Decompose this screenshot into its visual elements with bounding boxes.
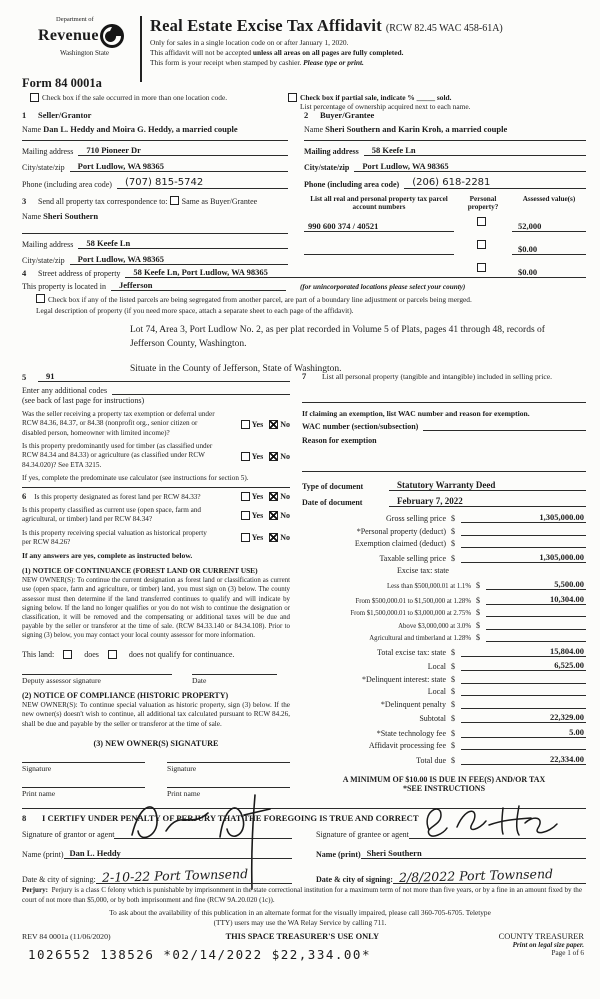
doc-type-value[interactable]: Statutory Warranty Deed [389,480,586,491]
local-tax-label: Local [427,662,446,672]
divider [302,402,586,403]
divider [22,233,288,234]
section4-number: 4 [22,268,27,278]
wac-number-label: WAC number (section/subsection) [302,422,419,432]
new-owner-signature-title: (3) NEW OWNER(S) SIGNATURE [93,739,219,749]
grantee-signature-label: Signature of grantee or agent [316,830,409,839]
located-in-label: This property is located in [22,282,106,291]
delinquent-interest-value[interactable] [461,683,586,684]
owner-print-name-line-1[interactable]: Print name [22,787,145,798]
grantor-certify-block [22,827,292,884]
seller-phone-label: Phone (including area code) [22,180,112,189]
subtotal-value[interactable]: 22,329.00 [461,712,586,723]
grantor-signature-line[interactable] [114,827,292,839]
tech-fee-label: *State technology fee [376,728,446,738]
affidavit-page: Department of Revenue Washington State Real Estate Excise Tax Affidavit (RCW 82.45 WAC 458-61A) Only for sales in a single location code on or after January 1, 2020. This affidavit will not be accepted unless all areas on all pages are fully completed. This form is your receipt when stamped by cashier. Please type or print. Form 84 0001a Check box if the sale occurred in more than one location code. Check box if partial sale, indicate % _____ sold. List percentage of ownership acquired next to each name. 1 Seller/Grantor Name Dan L. Heddy and Moira G. Heddy, a married couple Mailing address 710 Pioneer Dr City/state/zip Port Ludlow, WA 98365 Phone (including area code) (707) 815-5742 3 Send all property tax correspondence to: Same as Buyer/Grantee Name Sheri Southern Mailing address 58 Keefe Ln City/state/zip Port Ludlow, WA 98365 2 Buyer/Grantee Name Sheri Southern and Karin Kroh, a married couple Mailing address 58 Keefe Ln City/state/zip Port Ludlow, WA 98365 Phone (including area code) (206) 618-2281 List all real and personal property tax parcel account numbers Personal property? Assessed value(s) 990 600 374 / 40521 52,000 $0.00 $0.00 4 Street address of property 58 Keefe Ln, Port Ludlow, WA 98365 This property is located in Jefferson (for unincorporated locations please select your county) Check box if any of the listed parcels are being segregated from another parcel, are part of a boundary line adjustment or parcels being merged. Legal description of property (if you need more space, attach a separate sheet to each page of the affidavit). Lot 74, Area 3, Port Ludlow No. 2, as per plat recorded in Volume 5 of Plats, pages 41 through 48, records of Jefferson County, Washington. Situate in the County of Jefferson, State of Washington. 5 91 Enter any additional codes (see back of last page for instructions) Was the seller receiving a property tax exemption or deferral under RCW 84.36, 84.37, or 84.38 (nonprofit org., senior citizen or disabled person, homeowner with limited income)? Yes No Is this property predominantly used for timber (as classified under RCW 84.34 and 84.33) or agriculture (as classified under RCW 84.34.020)? See ETA 3215. Yes No If yes, complete the predominate use calculator (see instructions for section 5). 6 Is this property designated as forest land per RCW 84.33? Yes No Is this property classified as current use (open space, farm and agricultural, or timber) land per RCW 84.34? Yes No Is this property receiving special valuation as historical property per RCW 84.26? Yes No If any answers are yes, complete as instructed below. (1) NOTICE OF CONTINUANCE (FOREST LAND OR CURRENT USE) NEW OWNER(S): To continue the current designation as forest land or classification as current use (open space, farm and agriculture, or timber) land, you must sign on (3) below. The county assessor must then determine if the land transferred continues to qualify and will indicate by signing below. If the land no longer qualifies or you do not wish to continue the designation or classification, it will be removed and the compensating or additional taxes will be due and payable by the seller or transferor at the time of sale. (RCW 84.33.140 or 84.34.108). Prior to signing (3) below, you may contact your local county assessor for more information. This land: does does not qualify for continuance. Deputy assessor signature Date (2) NOTICE OF COMPLIANCE (HISTORIC PROPERTY) NEW OWNER(S): To continue special valuation as historic property, sign (3) below. If the new owner(s) doesn't wish to continue, all additional tax calculated pursuant to RCW 84.26, shall be due and payable by the seller or transferor at the time of sale. (3) NEW OWNER(S) SIGNATURE Signature Signature Print name Print name 7 List all personal property (tangible and intangible) included in selling price. If claiming an exemption, list WAC number and reason for exemption. WAC number (section/subsection) Reason for exemption Type of document Statutory Warranty Deed Date of document February 7, 2022 Gross selling price $ 1,305,000.00 *Personal property (deduct) $ Exemption claimed (deduct) $ Taxable selling price $ 1,305,000.00 Excise tax: state Less than $500,000.01 at 1.1% $ 5,500.00 From $500,000.01 to $1,500,000 at 1.28% $ 10,304.00 From $1,500,000.01 to $3,000,000 at 2.75% $ Above $3,000,000 at 3.0% $ Agricultural and timberland at 1.28% $ Total excise tax: state $ 15,804.00 Local $ 6,525.00 *Delinquent interest: state $ Local $ *Delinquent penalty $ Subtotal $ 22,329.00 *State technology fee $ 5.00 Affidavit processing fee $ Total due $ 22,334.00 A MINIMUM OF $10.00 IS DUE IN FEE(S) AND/OR TAX *SEE INSTRUCTIONS 8 I CERTIFY UNDER PENALTY OF PERJURY THAT THE FOREGOING IS TRUE AND CORRECT Signature of grantor or agent Name (print) Dan L. Heddy Date & city of signing: 2-10-22 Port Townsend Signature of grantee or agent Name (print) Sheri Southern Date & city of signing: 2/8/2022 Port Townsend Perjury: Perjury is a class C felony which is punishable by imprisonment in the state correctional institution for a maximum term of not more than five years, or by a fine in an amount fixed by the court of not more than $5,000, or by both imprisonment and fine (RCW 9A.20.020 (1c)). To ask about the availability of this publication in an alternate format for the visually impaired, please call 360-705-6705. Teletype (TTY) users may use the WA Relay Service by calling 711. REV 84 0001a (11/06/2020) THIS SPACE TREASURER'S USE ONLY COUNTY TREASURER Print on legal size paper. Page 1 of 6 1026552 138526 *02/14/2022 $22,334.00* [0,0,600,999]
does-label: does [84,650,99,660]
grantor-name-label: Name (print) [22,850,64,859]
current-use-no-checkbox[interactable] [269,511,278,520]
personal-deduct-label: *Personal property (deduct) [356,526,446,536]
print-legal-note: Print on legal size paper. [512,941,584,949]
grantee-name-value[interactable]: Sheri Southern [361,848,586,859]
see-instructions-note: *SEE INSTRUCTIONS [402,783,486,793]
buyer-city-value[interactable]: Port Ludlow, WA 98365 [354,161,586,172]
question-historical: Is this property receiving special valuation as historical property per RCW 84.26? [22,528,207,546]
certify-statement: I CERTIFY UNDER PENALTY OF PERJURY THAT THE FOREGOING IS TRUE AND CORRECT [42,813,419,823]
divider [22,487,290,488]
personal-deduct-value[interactable] [461,535,586,536]
additional-codes-field[interactable] [112,394,290,395]
question-forest-land: Is this property designated as forest land per RCW 84.33? [34,492,201,501]
owner-signature-line-1[interactable]: Signature [22,762,145,773]
tier2-value[interactable]: 10,304.00 [486,594,586,605]
gross-price-value[interactable]: 1,305,000.00 [461,512,586,523]
partial-sale-checkbox[interactable] [288,93,297,102]
seller-phone-value[interactable]: (707) 815-5742 [117,177,288,189]
personal-property-intro: List all personal property (tangible and intangible) included in selling price. [322,372,553,381]
located-in-value[interactable]: Jefferson [111,280,286,291]
divider [302,471,586,472]
street-address-label: Street address of property [38,269,121,278]
if-any-yes-note: If any answers are yes, complete as instructed below. [22,551,193,561]
gross-price-label: Gross selling price [386,514,446,524]
current-use-yes-checkbox[interactable] [241,511,250,520]
total-state-value[interactable]: 15,804.00 [461,646,586,657]
reason-exemption-label: Reason for exemption [302,436,377,446]
notice-compliance-body: NEW OWNER(S): To continue special valuation as historic property, sign (3) below. If the new owner(s) doesn't wish to continue, all additional tax calculated pursuant to RCW 84.26, shall be due and payable by the seller or transferor at the time of sale. [22,700,290,728]
delinquent-penalty-value[interactable] [461,708,586,709]
correspondence-mailing-value[interactable]: 58 Keefe Ln [78,238,288,249]
exemption-yes-checkbox[interactable] [241,420,250,429]
grantor-date-city-label: Date & city of signing: [22,875,96,884]
correspondence-city-label: City/state/zip [22,256,65,265]
instruction-line-3: This form is your receipt when stamped by cashier. Please type or print. [150,57,364,67]
taxable-price-label: Taxable selling price [379,553,446,563]
total-state-label: Total excise tax: state [377,647,446,657]
grantee-name-label: Name (print) [316,850,361,859]
exemption-deduct-value[interactable] [461,547,586,548]
forest-yes-checkbox[interactable] [241,492,250,501]
street-address-value[interactable]: 58 Keefe Ln, Port Ludlow, WA 98365 [125,267,359,278]
timber-no-checkbox[interactable] [269,452,278,461]
treasurer-space-label: THIS SPACE TREASURER'S USE ONLY [225,932,380,941]
same-as-buyer-checkbox[interactable] [170,196,179,205]
grantee-signature-line[interactable] [409,827,586,839]
parcel-col-assessed: Assessed value(s) [522,195,576,203]
tier4-label: Above $3,000,000 at 3.0% [398,622,471,630]
total-due-label: Total due [416,755,446,765]
form-title-rcw: (RCW 82.45 WAC 458-61A) [385,23,503,34]
buyer-mailing-value[interactable]: 58 Keefe Ln [364,145,586,156]
notice-continuance-body: NEW OWNER(S): To continue the current designation as forest land or classification as current use (open space, farm and agriculture, or timber) land, you must sign on (3) below. The county assessor must then determine if the land transferred continues to qualify and will indicate by signing below. If the land no longer qualifies or you do not wish to continue the designation or classification, it will be removed and the compensating or additional taxes will be due and payable by the seller or transferor at the time of sale. (RCW 84.33.140 or 84.34.108). Prior to signing (3) below, you may contact your local county assessor for more information. [22,577,290,640]
segregated-checkbox[interactable] [36,294,45,303]
county-treasurer-label: COUNTY TREASURER [498,932,584,941]
exemption-deduct-label: Exemption claimed (deduct) [354,539,446,549]
section7-number: 7 [302,371,307,381]
parcel-number[interactable]: 990 600 374 / 40521 [304,221,454,232]
deputy-assessor-signature-line[interactable]: Deputy assessor signature [22,674,172,685]
divider [22,140,288,141]
forest-no-checkbox[interactable] [269,492,278,501]
parcel-row [304,237,586,255]
partial-sale-label: Check box if partial sale, indicate % _____ sold. [300,93,452,102]
doc-date-label: Date of document [302,498,363,508]
form-title: Real Estate Excise Tax Affidavit [150,16,382,35]
logo-revenue-text: Revenue [38,27,99,44]
accessibility-note: To ask about the availability of this publication in an alternate format for the visually impaired, please call 360-705-6705. Teletype (TTY) users may use the WA Relay Service by calling 711. [109,908,491,928]
parcel-col-personal: Personal property? [467,195,499,211]
seller-mailing-value[interactable]: 710 Pioneer Dr [78,145,288,156]
partial-sale-note: List percentage of ownership acquired next to each name. [300,102,471,111]
tier1-value[interactable]: 5,500.00 [486,579,586,590]
local2-value[interactable] [461,695,586,696]
owner-signature-line-2[interactable]: Signature [167,762,290,773]
question-tax-exemption: Was the seller receiving a property tax exemption or deferral under RCW 84.36, 84.37, or 84.38 (nonprofit org., senior citizen or disabled person, homeowner with limited income)? [22,410,215,437]
parcel-number[interactable] [304,254,454,255]
notice-continuance-title: (1) NOTICE OF CONTINUANCE (FOREST LAND OR CURRENT USE) [22,566,258,576]
this-land-label: This land: [22,650,55,660]
divider [304,140,586,141]
multi-location-checkbox[interactable] [30,93,39,102]
buyer-mailing-label: Mailing address [304,147,359,156]
perjury-label: Perjury: [22,886,48,894]
subtotal-label: Subtotal [419,714,446,724]
form-number: Form 84 0001a [22,76,102,90]
legal-description-label: Legal description of property (if you need more space, attach a separate sheet to each page of the affidavit). [36,306,354,315]
situate-line: Situate in the County of Jefferson, State of Washington. [130,363,342,374]
logo-state-text: Washington State [60,49,110,57]
predominate-use-note: If yes, complete the predominate use calculator (see instructions for section 5). [22,474,249,483]
multi-location-label: Check box if the sale occurred in more than one location code. [42,93,228,102]
buyer-phone-value[interactable]: (206) 618-2281 [404,177,586,189]
buyer-name-value: Sheri Southern and Karin Kroh, a married couple [325,124,508,134]
section1-header: 1 Seller/Grantor [22,110,92,120]
instruction-line-2: This affidavit will not be accepted unless all areas on all pages are fully completed. [150,47,404,57]
treasurer-stamp: 1026552 138526 *02/14/2022 $22,334.00* [28,947,371,962]
parcel-row [304,214,586,232]
agricultural-label: Agricultural and timberland at 1.28% [369,635,471,643]
grantor-name-value[interactable]: Dan L. Heddy [64,848,292,859]
tech-fee-value[interactable]: 5.00 [461,727,586,738]
tier3-value[interactable] [486,616,586,617]
processing-fee-label: Affidavit processing fee [368,741,446,751]
exemption-note: If claiming an exemption, list WAC number and reason for exemption. [302,409,530,419]
does-not-qualify-checkbox[interactable] [108,650,117,659]
historical-yes-checkbox[interactable] [241,533,250,542]
section3-header: 3 Send all property tax correspondence to: Same as Buyer/Grantee [22,196,258,206]
seller-name-value: Dan L. Heddy and Moira G. Heddy, a married couple [43,124,238,134]
grantor-signature-label: Signature of grantor or agent [22,830,115,839]
grantee-date-city-value[interactable]: 2/8/2022 Port Townsend [393,868,586,884]
processing-fee-value[interactable] [461,749,586,750]
logo-dept-text: Department of [56,16,94,23]
segregated-note: Check box if any of the listed parcels are being segregated from another parcel, are part of a boundary line adjustment or parcels being merged. [48,295,472,304]
doc-date-value[interactable]: February 7, 2022 [389,496,586,507]
correspondence-mailing-label: Mailing address [22,240,74,249]
assessed-value[interactable]: $0.00 [512,267,586,278]
correspondence-city-value[interactable]: Port Ludlow, WA 98365 [70,254,288,265]
wac-number-field[interactable] [423,430,586,431]
section8-number: 8 [22,813,27,823]
parcel-col-numbers: List all real and personal property tax parcel account numbers [310,195,448,211]
excise-tax-header: Excise tax: state [397,566,449,576]
location-code-value[interactable]: 91 [38,371,290,382]
doc-type-label: Type of document [302,482,364,492]
dor-logo [38,16,148,57]
legal-description-value: Lot 74, Area 3, Port Ludlow No. 2, as per plat recorded in Volume 5 of Plats, pages 41 through 48, records of Jefferson County, Washington. [130,325,545,349]
section6-number: 6 [22,490,27,501]
does-qualify-checkbox[interactable] [63,650,72,659]
grantor-date-city-value[interactable]: 2-10-22 Port Townsend [96,868,292,884]
seller-city-value[interactable]: Port Ludlow, WA 98365 [70,161,288,172]
question-current-use: Is this property classified as current use (open space, farm and agricultural, or timber) land per RCW 84.34? [22,505,202,524]
tier4-value[interactable] [486,629,586,630]
perjury-paragraph: Perjury: Perjury is a class C felony which is punishable by imprisonment in the state correctional institution for a maximum term of not more than five years, or by a fine in an amount fixed by the court of not more than $5,000, or by both imprisonment and fine (RCW 9A.20.020 (1c)). [22,886,582,904]
personal-property-checkbox[interactable] [477,217,486,226]
correspondence-name-label: Name [22,212,42,221]
historical-no-checkbox[interactable] [269,533,278,542]
same-as-buyer-label: Same as Buyer/Grantee [181,196,258,206]
buyer-phone-label: Phone (including area code) [304,180,400,189]
seller-name-label: Name [22,125,42,134]
grantee-signature [419,800,569,844]
assessed-value[interactable]: 52,000 [512,221,586,232]
notice-compliance-title: (2) NOTICE OF COMPLIANCE (HISTORIC PROPERTY) [22,690,229,700]
delinquent-interest-label: *Delinquent interest: state [362,674,446,684]
delinquent-penalty-label: *Delinquent penalty [380,699,446,709]
question-timber-agriculture: Is this property predominantly used for timber (as classified under RCW 84.34 and 84.33) or agriculture (as classified under RCW 84.34.020)? See ETA 3215. [22,442,213,469]
local-tax-value[interactable]: 6,525.00 [461,660,586,671]
grantee-certify-block [316,827,586,884]
buyer-city-label: City/state/zip [304,163,350,172]
personal-property-checkbox[interactable] [477,240,486,249]
assessed-value[interactable]: $0.00 [512,244,586,255]
see-back-note: (see back of last page for instructions) [22,396,145,405]
does-not-label: does not qualify for continuance. [128,650,235,660]
owner-print-name-line-2[interactable]: Print name [167,787,290,798]
deputy-assessor-date-line[interactable]: Date [192,674,277,685]
page-number: Page 1 of 6 [551,949,584,957]
revenue-swirl-icon [99,23,125,49]
tier1-label: Less than $500,000.01 at 1.1% [386,583,471,591]
additional-codes-label: Enter any additional codes [22,386,108,395]
seller-mailing-label: Mailing address [22,147,74,156]
instruction-line-1: Only for sales in a single location code on or after January 1, 2020. [150,38,349,47]
total-due-value[interactable]: 22,334.00 [461,754,586,765]
agricultural-value[interactable] [486,641,586,642]
seller-city-label: City/state/zip [22,163,65,172]
correspondence-name-value: Sheri Southern [43,211,99,221]
parcel-table-header [304,195,586,211]
timber-yes-checkbox[interactable] [241,452,250,461]
county-note: (for unincorporated locations please select your county) [299,283,466,291]
section5-number: 5 [22,372,27,382]
buyer-name-label: Name [304,125,324,134]
minimum-due-note: A MINIMUM OF $10.00 IS DUE IN FEE(S) AND/OR TAX [342,774,546,784]
local2-label: Local [427,687,446,697]
header-divider [140,16,142,82]
grantee-date-city-label: Date & city of signing: [316,875,393,884]
tier2-label: From $500,000.01 to $1,500,000 at 1.28% [355,597,471,605]
exemption-no-checkbox[interactable] [269,420,278,429]
tier3-label: From $1,500,000.01 to $3,000,000 at 2.75% [350,610,471,618]
taxable-price-value[interactable]: 1,305,000.00 [461,552,586,563]
rev-number: REV 84 0001a (11/06/2020) [22,932,111,941]
section2-header: 2 Buyer/Grantee [304,110,375,120]
